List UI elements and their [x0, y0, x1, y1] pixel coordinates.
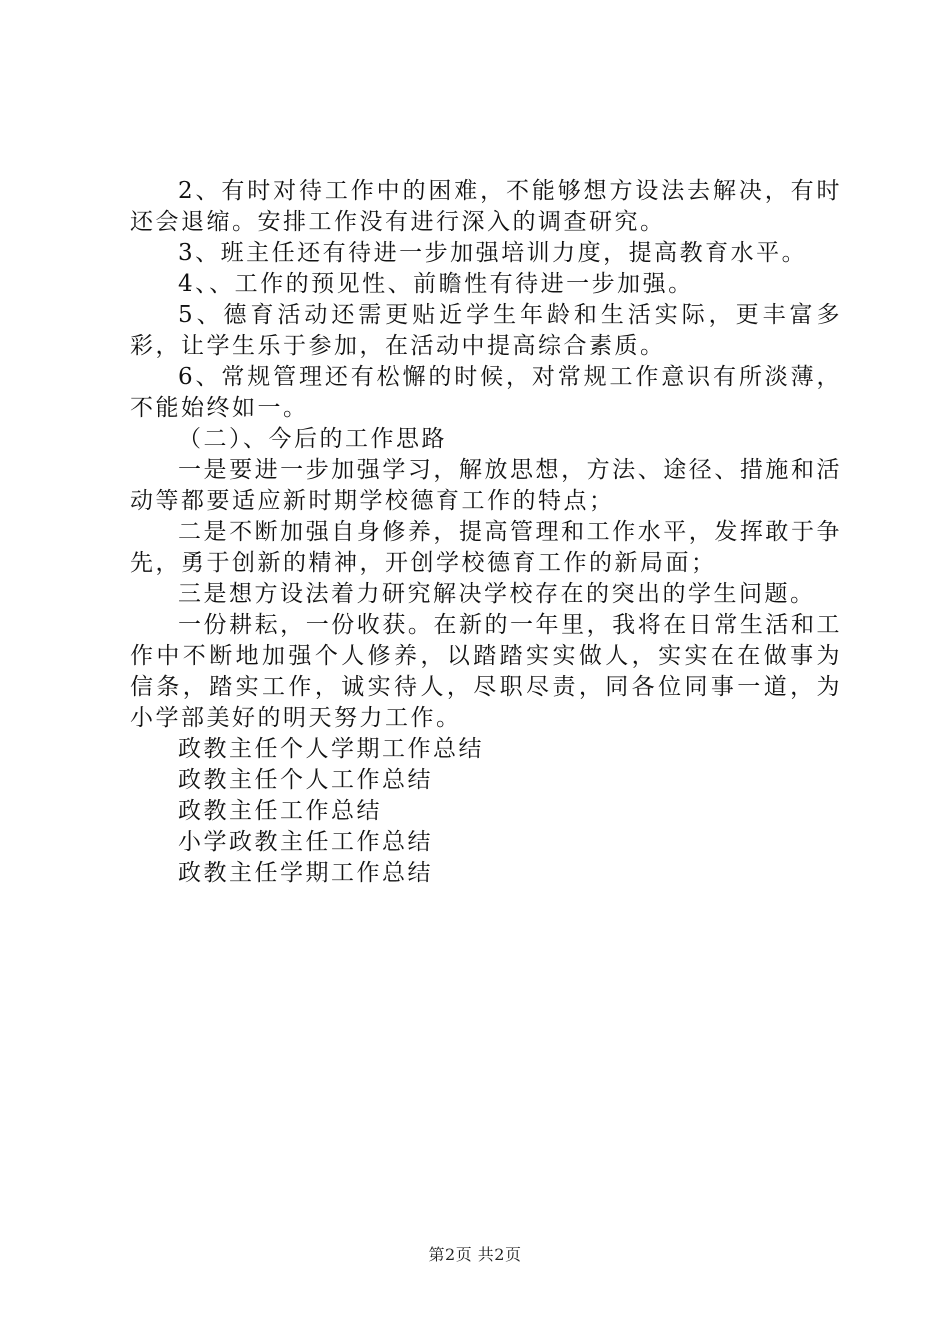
paragraph-problem-6: 6、常规管理还有松懈的时候，对常规工作意识有所淡薄，不能始终如一。	[130, 364, 842, 421]
related-title: 政教主任个人工作总结	[178, 767, 433, 793]
paragraph-conclusion: 一份耕耘，一份收获。在新的一年里，我将在日常生活和工作中不断地加强个人修养，以踏踏实实做人，实实在在做事为信条，踏实工作，诚实待人，尽职尽责，同各位同事一道，为小学部美好的明天努力工作。	[130, 612, 842, 731]
document-body	[130, 176, 842, 889]
related-title: 政教主任工作总结	[178, 798, 382, 824]
paragraph-problem-5: 5、德育活动还需更贴近学生年龄和生活实际，更丰富多彩，让学生乐于参加，在活动中提高综合素质。	[130, 302, 842, 359]
paragraph-problem-4: 4、、工作的预见性、前瞻性有待进一步加强。	[178, 271, 694, 297]
paragraph-plan-1: 一是要进一步加强学习，解放思想，方法、途径、措施和活动等都要适应新时期学校德育工作的特点；	[130, 457, 842, 514]
section-heading: （二）、今后的工作思路	[178, 426, 447, 452]
related-title: 小学政教主任工作总结	[178, 829, 433, 855]
related-title: 政教主任学期工作总结	[178, 860, 433, 886]
paragraph-plan-3: 三是想方设法着力研究解决学校存在的突出的学生问题。	[178, 581, 816, 607]
paragraph-problem-3: 3、班主任还有待进一步加强培训力度，提高教育水平。	[178, 240, 808, 266]
related-title: 政教主任个人学期工作总结	[178, 736, 484, 762]
paragraph-problem-2: 2、有时对待工作中的困难，不能够想方设法去解决，有时还会退缩。安排工作没有进行深入的调查研究。	[130, 178, 842, 235]
paragraph-plan-2: 二是不断加强自身修养，提高管理和工作水平，发挥敢于争先，勇于创新的精神，开创学校德育工作的新局面；	[130, 519, 842, 576]
page-footer: 第2页 共2页	[428, 1245, 522, 1264]
